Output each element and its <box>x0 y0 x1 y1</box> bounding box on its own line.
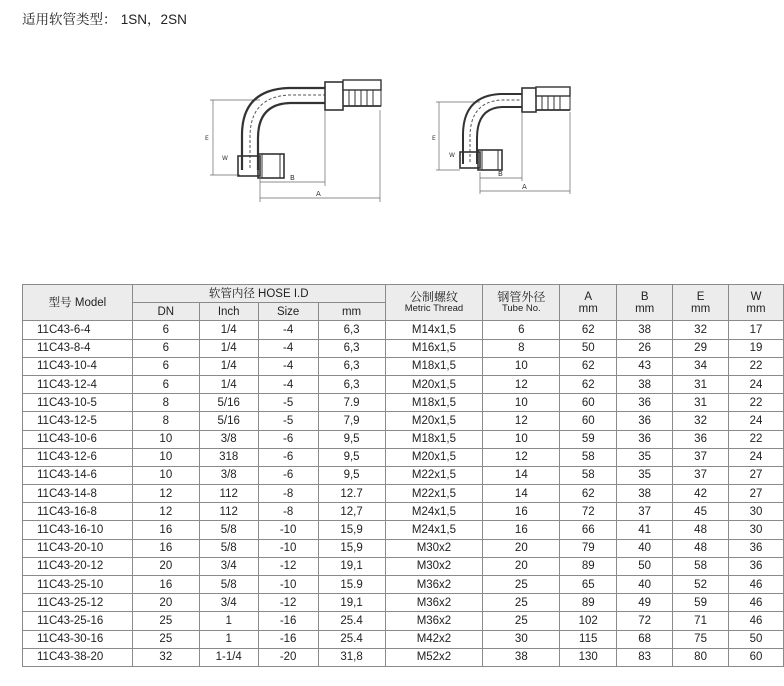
cell-size: -6 <box>258 430 318 448</box>
cell-inch: 1-1/4 <box>199 648 258 666</box>
table-row <box>23 394 784 412</box>
table-row <box>23 412 784 430</box>
cell-thread: M24x1,5 <box>385 503 483 521</box>
cell-inch: 1/4 <box>199 321 258 339</box>
cell-thread: M20x1,5 <box>385 375 483 393</box>
cell-a: 65 <box>560 576 617 594</box>
cell-size: -12 <box>258 557 318 575</box>
cell-size: -4 <box>258 339 318 357</box>
cell-model: 11C43-16-10 <box>23 521 133 539</box>
table-row <box>23 448 784 466</box>
cell-w: 30 <box>729 503 784 521</box>
cell-tube: 10 <box>483 394 560 412</box>
cell-b: 72 <box>617 612 673 630</box>
cell-thread: M20x1,5 <box>385 412 483 430</box>
cell-model: 11C43-10-6 <box>23 430 133 448</box>
cell-e: 36 <box>673 430 729 448</box>
cell-w: 36 <box>729 539 784 557</box>
cell-e: 32 <box>673 321 729 339</box>
cell-mm: 6,3 <box>318 357 385 375</box>
dim-unit: mm <box>746 302 766 315</box>
cell-b: 36 <box>617 430 673 448</box>
cell-dn: 10 <box>132 448 199 466</box>
cell-mm: 9,5 <box>318 466 385 484</box>
cell-thread: M24x1,5 <box>385 521 483 539</box>
cell-thread: M52x2 <box>385 648 483 666</box>
cell-tube: 16 <box>483 521 560 539</box>
col-header-inch: Inch <box>199 303 258 321</box>
cell-model: 11C43-14-8 <box>23 485 133 503</box>
cell-b: 40 <box>617 539 673 557</box>
cell-thread: M22x1,5 <box>385 485 483 503</box>
col-header-mm: mm <box>318 303 385 321</box>
cell-tube: 38 <box>483 648 560 666</box>
col-header-thread <box>385 285 483 321</box>
cell-size: -10 <box>258 576 318 594</box>
thread-header-cn: 公制螺纹 <box>409 289 458 304</box>
table-row <box>23 521 784 539</box>
cell-w: 19 <box>729 339 784 357</box>
cell-b: 83 <box>617 648 673 666</box>
cell-e: 59 <box>673 594 729 612</box>
cell-e: 48 <box>673 521 729 539</box>
cell-mm: 9,5 <box>318 448 385 466</box>
cell-w: 24 <box>729 412 784 430</box>
cell-b: 50 <box>617 557 673 575</box>
cell-inch: 5/8 <box>199 521 258 539</box>
cell-b: 35 <box>617 448 673 466</box>
cell-size: -4 <box>258 357 318 375</box>
cell-e: 42 <box>673 485 729 503</box>
dim-label-e: E <box>432 135 436 142</box>
cell-inch: 3/8 <box>199 430 258 448</box>
table-row <box>23 321 784 339</box>
cell-e: 75 <box>673 630 729 648</box>
dim-label-a: A <box>522 183 527 191</box>
table-row <box>23 357 784 375</box>
cell-model: 11C43-25-12 <box>23 594 133 612</box>
cell-mm: 15,9 <box>318 539 385 557</box>
fitting-type-label: 适用软管类型： <box>22 12 117 27</box>
cell-tube: 12 <box>483 448 560 466</box>
dim-label-w: W <box>222 155 228 162</box>
cell-size: -6 <box>258 466 318 484</box>
cell-b: 35 <box>617 466 673 484</box>
cell-b: 26 <box>617 339 673 357</box>
fitting-type-line <box>22 8 187 28</box>
cell-w: 30 <box>729 521 784 539</box>
dim-label-b: B <box>290 174 295 182</box>
cell-a: 102 <box>560 612 617 630</box>
dim-label-e: E <box>205 135 209 142</box>
cell-size: -12 <box>258 594 318 612</box>
dim-label-b: B <box>498 170 503 178</box>
cell-mm: 7.9 <box>318 394 385 412</box>
cell-thread: M42x2 <box>385 630 483 648</box>
table-row <box>23 630 784 648</box>
cell-a: 115 <box>560 630 617 648</box>
cell-model: 11C43-20-12 <box>23 557 133 575</box>
cell-b: 41 <box>617 521 673 539</box>
large-elbow-drawing <box>205 80 381 202</box>
cell-e: 45 <box>673 503 729 521</box>
cell-tube: 16 <box>483 503 560 521</box>
table-row <box>23 485 784 503</box>
cell-e: 31 <box>673 375 729 393</box>
cell-w: 24 <box>729 375 784 393</box>
cell-b: 38 <box>617 375 673 393</box>
cell-model: 11C43-38-20 <box>23 648 133 666</box>
cell-e: 37 <box>673 448 729 466</box>
table-row <box>23 503 784 521</box>
cell-tube: 20 <box>483 557 560 575</box>
cell-size: -4 <box>258 321 318 339</box>
dim-letter: B <box>640 290 649 303</box>
cell-mm: 15,9 <box>318 521 385 539</box>
cell-thread: M16x1,5 <box>385 339 483 357</box>
table-header-row <box>23 285 784 303</box>
cell-a: 60 <box>560 394 617 412</box>
cell-size: -5 <box>258 412 318 430</box>
cell-inch: 1/4 <box>199 357 258 375</box>
col-header-dn: DN <box>132 303 199 321</box>
cell-tube: 6 <box>483 321 560 339</box>
col-header-a <box>560 285 617 321</box>
table-row <box>23 648 784 666</box>
cell-thread: M20x1,5 <box>385 448 483 466</box>
table-row <box>23 466 784 484</box>
cell-dn: 12 <box>132 485 199 503</box>
cell-tube: 10 <box>483 430 560 448</box>
cell-a: 79 <box>560 539 617 557</box>
cell-thread: M22x1,5 <box>385 466 483 484</box>
cell-inch: 5/8 <box>199 539 258 557</box>
cell-a: 62 <box>560 375 617 393</box>
table-row <box>23 557 784 575</box>
cell-dn: 16 <box>132 576 199 594</box>
cell-thread: M14x1,5 <box>385 321 483 339</box>
cell-a: 130 <box>560 648 617 666</box>
cell-size: -8 <box>258 503 318 521</box>
cell-dn: 8 <box>132 412 199 430</box>
cell-b: 49 <box>617 594 673 612</box>
cell-w: 46 <box>729 576 784 594</box>
cell-size: -10 <box>258 539 318 557</box>
cell-size: -16 <box>258 612 318 630</box>
cell-e: 31 <box>673 394 729 412</box>
cell-model: 11C43-8-4 <box>23 339 133 357</box>
col-header-b <box>617 285 673 321</box>
cell-w: 46 <box>729 612 784 630</box>
table-row <box>23 339 784 357</box>
cell-model: 11C43-25-16 <box>23 612 133 630</box>
cell-a: 60 <box>560 412 617 430</box>
cell-size: -20 <box>258 648 318 666</box>
cell-thread: M18x1,5 <box>385 357 483 375</box>
cell-w: 24 <box>729 448 784 466</box>
cell-thread: M30x2 <box>385 539 483 557</box>
fitting-type-values: 1SN，2SN <box>120 12 187 27</box>
cell-model: 11C43-30-16 <box>23 630 133 648</box>
cell-model: 11C43-14-6 <box>23 466 133 484</box>
cell-e: 29 <box>673 339 729 357</box>
cell-inch: 318 <box>199 448 258 466</box>
cell-dn: 6 <box>132 375 199 393</box>
cell-e: 80 <box>673 648 729 666</box>
cell-mm: 7,9 <box>318 412 385 430</box>
col-header-model: 型号 Model <box>23 285 133 321</box>
cell-w: 60 <box>729 648 784 666</box>
cell-size: -4 <box>258 375 318 393</box>
cell-a: 89 <box>560 594 617 612</box>
cell-dn: 16 <box>132 539 199 557</box>
fitting-drawings <box>0 60 784 210</box>
cell-mm: 19,1 <box>318 594 385 612</box>
cell-a: 58 <box>560 448 617 466</box>
cell-e: 34 <box>673 357 729 375</box>
cell-mm: 19,1 <box>318 557 385 575</box>
cell-model: 11C43-25-10 <box>23 576 133 594</box>
cell-dn: 8 <box>132 394 199 412</box>
thread-header-en: Metric Thread <box>404 302 464 314</box>
cell-dn: 20 <box>132 557 199 575</box>
cell-mm: 25.4 <box>318 630 385 648</box>
cell-a: 62 <box>560 321 617 339</box>
cell-b: 38 <box>617 485 673 503</box>
dim-letter: E <box>696 290 705 303</box>
tube-header-cn: 钢管外径 <box>497 289 546 304</box>
cell-w: 22 <box>729 357 784 375</box>
cell-thread: M30x2 <box>385 557 483 575</box>
cell-b: 43 <box>617 357 673 375</box>
cell-dn: 25 <box>132 630 199 648</box>
cell-model: 11C43-10-5 <box>23 394 133 412</box>
cell-dn: 10 <box>132 430 199 448</box>
cell-w: 17 <box>729 321 784 339</box>
cell-a: 62 <box>560 357 617 375</box>
cell-b: 68 <box>617 630 673 648</box>
cell-mm: 15.9 <box>318 576 385 594</box>
cell-mm: 12.7 <box>318 485 385 503</box>
table-row <box>23 539 784 557</box>
cell-size: -5 <box>258 394 318 412</box>
cell-a: 62 <box>560 485 617 503</box>
cell-dn: 12 <box>132 503 199 521</box>
cell-b: 38 <box>617 321 673 339</box>
cell-size: -10 <box>258 521 318 539</box>
cell-inch: 5/16 <box>199 394 258 412</box>
specs-table <box>22 284 784 667</box>
cell-inch: 1/4 <box>199 339 258 357</box>
dim-letter: W <box>750 290 762 303</box>
cell-inch: 1/4 <box>199 375 258 393</box>
dim-letter: A <box>584 290 593 303</box>
cell-mm: 6,3 <box>318 321 385 339</box>
cell-mm: 6,3 <box>318 339 385 357</box>
cell-b: 37 <box>617 503 673 521</box>
cell-size: -8 <box>258 485 318 503</box>
col-header-size: Size <box>258 303 318 321</box>
cell-w: 27 <box>729 485 784 503</box>
cell-w: 46 <box>729 594 784 612</box>
cell-w: 36 <box>729 557 784 575</box>
cell-thread: M18x1,5 <box>385 394 483 412</box>
cell-a: 50 <box>560 339 617 357</box>
cell-e: 58 <box>673 557 729 575</box>
cell-thread: M36x2 <box>385 612 483 630</box>
table-row <box>23 375 784 393</box>
cell-mm: 9,5 <box>318 430 385 448</box>
table-body <box>23 321 784 667</box>
cell-w: 50 <box>729 630 784 648</box>
cell-thread: M36x2 <box>385 576 483 594</box>
dim-label-w: W <box>449 152 455 159</box>
cell-model: 11C43-16-8 <box>23 503 133 521</box>
cell-dn: 16 <box>132 521 199 539</box>
cell-tube: 25 <box>483 612 560 630</box>
cell-inch: 3/8 <box>199 466 258 484</box>
cell-a: 89 <box>560 557 617 575</box>
cell-a: 66 <box>560 521 617 539</box>
cell-model: 11C43-20-10 <box>23 539 133 557</box>
col-header-hose-id: 软管内径 HOSE I.D <box>132 285 385 303</box>
table-row <box>23 430 784 448</box>
cell-model: 11C43-6-4 <box>23 321 133 339</box>
table-row <box>23 576 784 594</box>
dim-unit: mm <box>578 302 598 315</box>
cell-tube: 12 <box>483 412 560 430</box>
cell-b: 40 <box>617 576 673 594</box>
cell-dn: 6 <box>132 357 199 375</box>
cell-mm: 31,8 <box>318 648 385 666</box>
cell-a: 58 <box>560 466 617 484</box>
cell-inch: 1 <box>199 630 258 648</box>
tube-header-en: Tube No. <box>501 302 541 314</box>
cell-tube: 10 <box>483 357 560 375</box>
cell-b: 36 <box>617 394 673 412</box>
cell-e: 48 <box>673 539 729 557</box>
cell-inch: 5/16 <box>199 412 258 430</box>
cell-dn: 32 <box>132 648 199 666</box>
cell-inch: 3/4 <box>199 594 258 612</box>
cell-inch: 1 <box>199 612 258 630</box>
cell-inch: 112 <box>199 503 258 521</box>
cell-e: 71 <box>673 612 729 630</box>
cell-dn: 25 <box>132 612 199 630</box>
cell-dn: 20 <box>132 594 199 612</box>
cell-size: -6 <box>258 448 318 466</box>
cell-e: 32 <box>673 412 729 430</box>
table-row <box>23 594 784 612</box>
cell-tube: 30 <box>483 630 560 648</box>
cell-a: 72 <box>560 503 617 521</box>
col-header-tube <box>483 285 560 321</box>
cell-inch: 5/8 <box>199 576 258 594</box>
cell-b: 36 <box>617 412 673 430</box>
cell-tube: 14 <box>483 485 560 503</box>
cell-tube: 12 <box>483 375 560 393</box>
cell-inch: 3/4 <box>199 557 258 575</box>
cell-w: 22 <box>729 394 784 412</box>
cell-model: 11C43-10-4 <box>23 357 133 375</box>
cell-thread: M18x1,5 <box>385 430 483 448</box>
cell-dn: 6 <box>132 321 199 339</box>
cell-mm: 25.4 <box>318 612 385 630</box>
cell-dn: 10 <box>132 466 199 484</box>
cell-thread: M36x2 <box>385 594 483 612</box>
cell-tube: 8 <box>483 339 560 357</box>
cell-size: -16 <box>258 630 318 648</box>
dim-unit: mm <box>690 302 711 315</box>
cell-tube: 25 <box>483 576 560 594</box>
cell-tube: 14 <box>483 466 560 484</box>
cell-tube: 20 <box>483 539 560 557</box>
col-header-e <box>673 285 729 321</box>
cell-w: 22 <box>729 430 784 448</box>
cell-dn: 6 <box>132 339 199 357</box>
cell-mm: 6,3 <box>318 375 385 393</box>
cell-model: 11C43-12-4 <box>23 375 133 393</box>
dim-unit: mm <box>635 302 655 315</box>
cell-model: 11C43-12-5 <box>23 412 133 430</box>
cell-e: 37 <box>673 466 729 484</box>
small-elbow-drawing <box>432 87 570 194</box>
dim-label-a: A <box>316 190 321 198</box>
cell-tube: 25 <box>483 594 560 612</box>
col-header-w <box>729 285 784 321</box>
cell-mm: 12,7 <box>318 503 385 521</box>
table-row <box>23 612 784 630</box>
cell-inch: 112 <box>199 485 258 503</box>
cell-model: 11C43-12-6 <box>23 448 133 466</box>
cell-w: 27 <box>729 466 784 484</box>
cell-e: 52 <box>673 576 729 594</box>
cell-a: 59 <box>560 430 617 448</box>
